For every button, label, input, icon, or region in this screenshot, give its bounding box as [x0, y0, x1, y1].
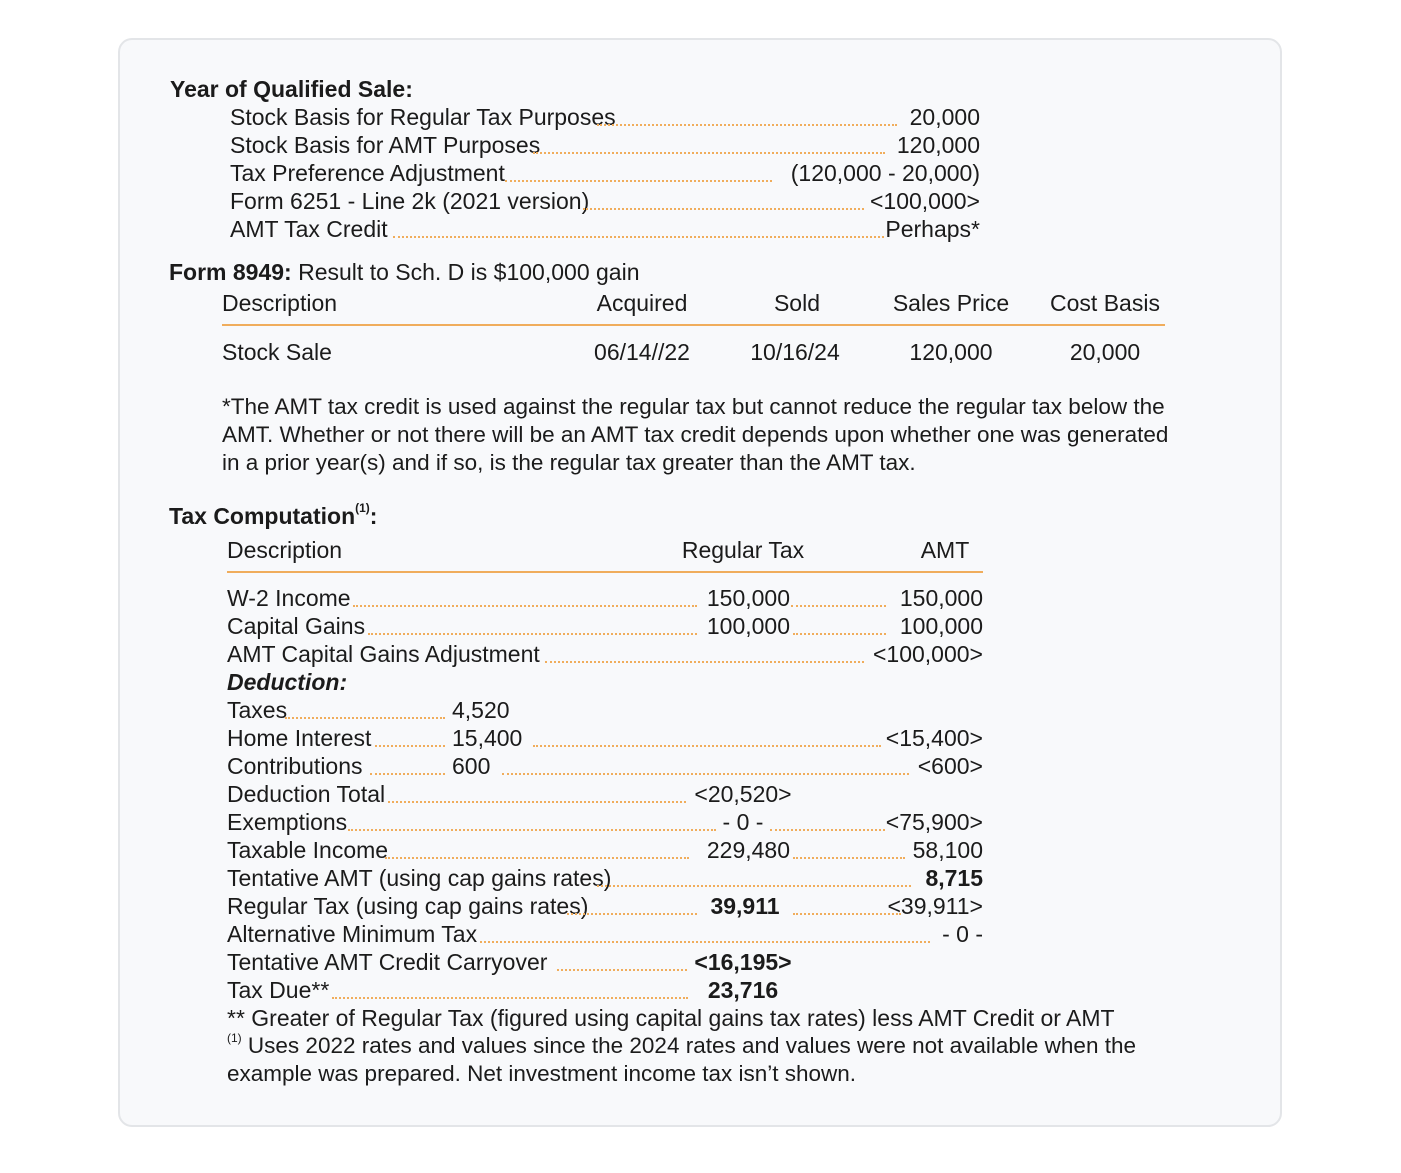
tc-label-altmin: Alternative Minimum Tax [227, 921, 478, 947]
tc-header-amt: AMT [920, 537, 970, 563]
col-header-sold: Sold [773, 290, 821, 316]
qs-row-value: 120,000 [896, 132, 980, 158]
rates-footnote-text: Uses 2022 rates and values since the 2024 rates and values were not available when the example was prepared. Net investment income tax isn’t shown. [227, 1033, 1136, 1086]
tc-amt-contrib: <600> [917, 753, 983, 779]
tc-label-taxdue: Tax Due** [227, 977, 330, 1003]
col-header-cost-basis: Cost Basis [1050, 290, 1160, 316]
qs-row-label: Tax Preference Adjustment [230, 160, 505, 186]
leader-dots [370, 773, 445, 775]
tc-label-regtax: Regular Tax (using cap gains rates) [227, 893, 589, 919]
tc-label-contrib: Contributions [227, 753, 363, 779]
leader-dots [375, 745, 445, 747]
leader-dots [545, 661, 864, 663]
qs-row-label: Stock Basis for Regular Tax Purposes [230, 104, 616, 130]
tc-sub-home: 15,400 [452, 725, 523, 751]
qs-row-label: AMT Tax Credit [230, 216, 388, 242]
cell-cost-basis: 20,000 [1069, 339, 1141, 365]
tax-due-footnote: ** Greater of Regular Tax (figured using capital gains tax rates) less AMT Credit or AMT [227, 1005, 1115, 1031]
tc-label-deduction: Deduction: [227, 669, 348, 695]
tc-sub-taxes: 4,520 [452, 697, 510, 723]
tc-label-taxable: Taxable Income [227, 837, 389, 863]
tc-regular-credit: <16,195> [694, 949, 792, 975]
tc-regular-exemptions: - 0 - [722, 809, 764, 835]
tc-label-taxes: Taxes [227, 697, 288, 723]
tc-label-w2: W-2 Income [227, 585, 351, 611]
tc-regular-regtax: 39,911 [710, 893, 780, 919]
tax-computation-heading-text: Tax Computation [169, 503, 356, 529]
leader-dots [348, 829, 716, 831]
form8949-heading [169, 258, 639, 286]
tc-regular-w2: 150,000 [706, 585, 790, 611]
tc-label-credit: Tentative AMT Credit Carryover [227, 949, 548, 975]
tc-label-home: Home Interest [227, 725, 372, 751]
tc-label-amtadj: AMT Capital Gains Adjustment [227, 641, 540, 667]
qs-row-label: Stock Basis for AMT Purposes [230, 132, 541, 158]
tc-amt-taxable: 58,100 [912, 837, 983, 863]
header-divider [222, 324, 1165, 326]
tc-sub-contrib: 600 [452, 753, 491, 779]
tax-computation-heading [169, 502, 377, 530]
qs-row-value: (120,000 - 20,000) [790, 160, 980, 186]
tc-amt-w2: 150,000 [899, 585, 983, 611]
leader-dots [533, 745, 881, 747]
tc-regular-capgains: 100,000 [706, 613, 790, 639]
tc-amt-tentamt: 8,715 [925, 865, 983, 891]
tc-amt-home: <15,400> [885, 725, 983, 751]
tc-regular-taxable: 229,480 [706, 837, 790, 863]
tc-label-tentamt: Tentative AMT (using cap gains rates) [227, 865, 612, 891]
footnote-marker: (1) [227, 1031, 242, 1045]
tc-header-divider [227, 571, 983, 573]
qs-row-value: 20,000 [909, 104, 980, 130]
tc-header-regular: Regular Tax [681, 537, 805, 563]
leader-dots [388, 801, 686, 803]
tc-label-exemptions: Exemptions [227, 809, 348, 835]
cell-acquired: 06/14//22 [594, 339, 690, 365]
cell-description: Stock Sale [222, 339, 332, 365]
tc-amt-capgains: 100,000 [899, 613, 983, 639]
tc-regular-taxdue: 23,716 [707, 977, 779, 1003]
form8949-heading-rest: Result to Sch. D is $100,000 gain [291, 259, 640, 285]
qs-row-value: Perhaps* [885, 216, 980, 242]
col-header-description: Description [222, 290, 338, 316]
tc-label-capgains: Capital Gains [227, 613, 366, 639]
cell-sales-price: 120,000 [909, 339, 993, 365]
cell-sold: 10/16/24 [750, 339, 840, 365]
tc-amt-regtax: <39,911> [887, 893, 983, 919]
col-header-sales-price: Sales Price [892, 290, 1010, 316]
tc-amt-exemptions: <75,900> [885, 809, 983, 835]
form8949-heading-bold: Form 8949: [169, 259, 292, 285]
tc-header-description: Description [227, 537, 343, 563]
tc-regular-dedtotal: <20,520> [694, 781, 792, 807]
qs-row-label: Form 6251 - Line 2k (2021 version) [230, 188, 590, 214]
qualified-sale-heading: Year of Qualified Sale: [170, 76, 413, 102]
tax-computation-heading-suffix: : [369, 503, 378, 529]
qs-row-value: <100,000> [869, 188, 980, 214]
tc-label-dedtotal: Deduction Total [227, 781, 386, 807]
tc-amt-amtadj: <100,000> [872, 641, 983, 667]
rates-footnote [227, 1032, 1147, 1088]
leader-dots [332, 997, 688, 999]
tc-amt-altmin: - 0 - [942, 921, 983, 947]
amt-credit-footnote: *The AMT tax credit is used against the regular tax but cannot reduce the regular tax below the AMT. Whether or not there will be an AMT tax credit depends upon whether one was generated in a prior year(s) and if so, is the regular tax greater than the AMT tax. [222, 394, 1169, 475]
leader-dots [285, 717, 445, 719]
col-header-acquired: Acquired [596, 290, 688, 316]
footnote-marker: (1) [355, 501, 370, 515]
